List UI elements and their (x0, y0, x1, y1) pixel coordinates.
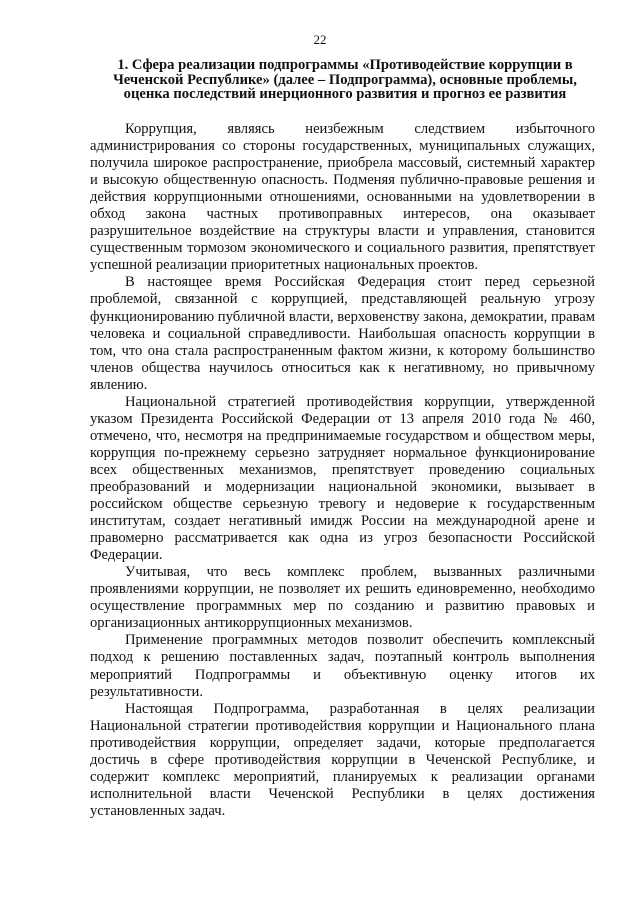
paragraph-russian-federation-problem: В настоящее время Российская Федерация стоит перед серьезной проблемой, связанной с коррупцией, представляющей реальную угрозу функционированию публичной власти, верховенству закона, демократии, правам человека и социальной справедливости. Наибольшая опасность коррупции в том, что она стала распространенным фактом жизни, к которому большинство членов общества научилось относиться как к негативному, но привычному явлению. (90, 274, 595, 393)
paragraph-program-measures: Учитывая, что весь комплекс проблем, вызванных различными проявлениями коррупции, не позволяет их решить единовременно, необходимо осуществление программных мер по созданию и развитию правовых и организационных антикоррупционных механизмов. (90, 564, 595, 632)
paragraph-subprogram-purpose: Настоящая Подпрограмма, разработанная в целях реализации Национальной стратегии противодействия коррупции и Национального плана противодействия коррупции, определяет задачи, которые предполагается достичь в сфере противодействия коррупции в Чеченской Республике, и содержит комплекс мероприятий, планируемых к реализации органами исполнительной власти Чеченской Республики в целях достижения установленных задач. (90, 700, 595, 819)
page-number: 22 (313, 32, 327, 47)
paragraph-national-strategy: Национальной стратегией противодействия коррупции, утвержденной указом Президента Российской Федерации от 13 апреля 2010 года № 460, отмечено, что, несмотря на предпринимаемые государством и обществом меры, коррупция по-прежнему серьезно затрудняет нормальное функционирование всех общественных механизмов, препятствует проведению социальных преобразований и модернизации национальной экономики, вызывает в российском обществе серьезную тревогу и недоверие к государственным институтам, создает негативный имидж России на международной арене и правомерно рассматривается как одна из угроз безопасности Российской Федерации. (90, 393, 595, 564)
paragraph-program-methods: Применение программных методов позволит обеспечить комплексный подход к решению поставленных задач, поэтапный контроль выполнения мероприятий Подпрограммы и объективную оценку итогов их результативности. (90, 632, 595, 700)
paragraph-corruption-definition: Коррупция, являясь неизбежным следствием избыточного администрирования со стороны государственных, муниципальных служащих, получила широкое распространение, приобрела массовый, системный характер и высокую общественную опасность. Подменяя публично-правовые решения и действия коррупционными отношениями, основанными на удовлетворении в обход закона частных противоправных интересов, она оказывает разрушительное воздействие на структуры власти и управления, становится существенным тормозом экономического и социального развития, препятствует успешной реализации приоритетных национальных проектов. (90, 121, 595, 274)
body-text (90, 121, 595, 820)
section-heading: 1. Сфера реализации подпрограммы «Противодействие коррупции в Чеченской Республике» (далее – Подпрограмма), основные проблемы, оценка последствий инерционного развития и прогноз ее развития (113, 57, 577, 102)
